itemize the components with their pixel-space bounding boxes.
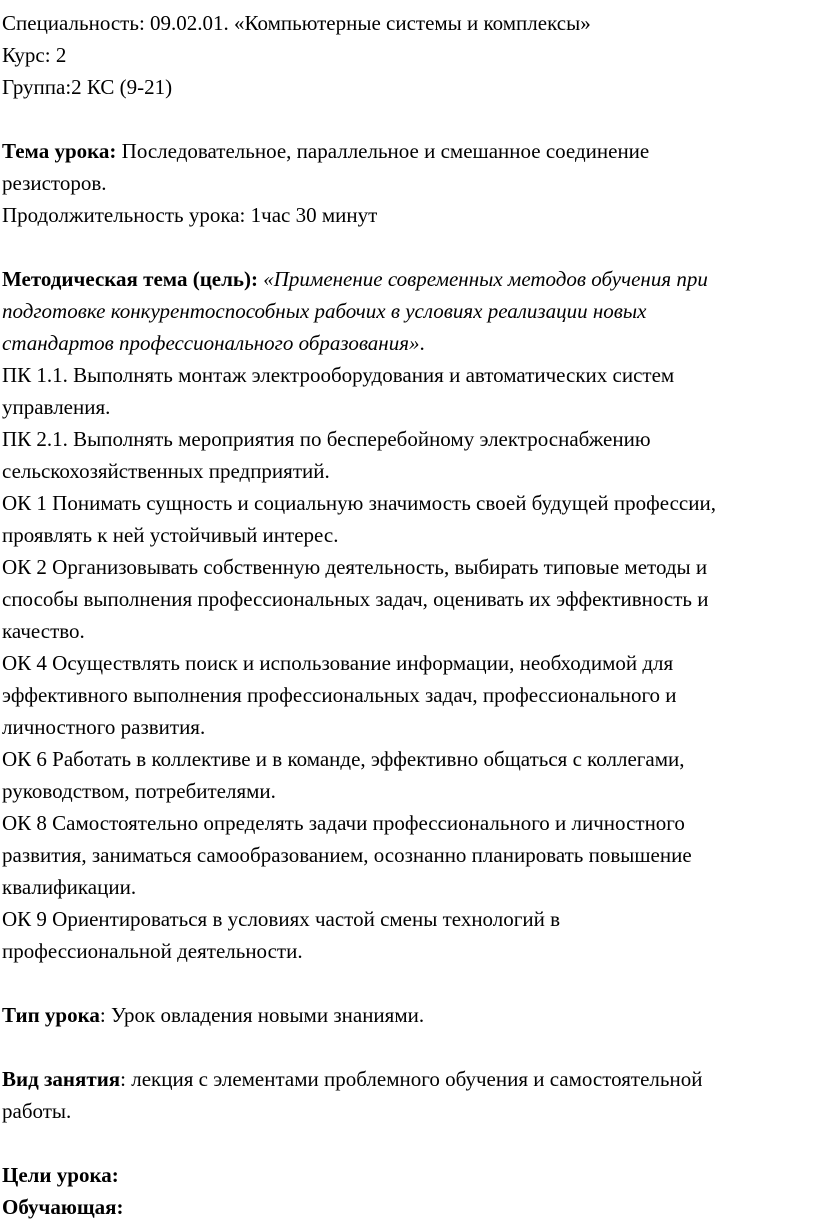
spacer: [2, 1127, 816, 1159]
competency-item: ОК 4 Осуществлять поиск и использование информации, необходимой для эффективного выполнения профессиональных задач, профессионального и личностного развития.: [2, 651, 677, 739]
spacer: [2, 967, 816, 999]
competency-item: ПК 1.1. Выполнять монтаж электрооборудования и автоматических систем управления.: [2, 363, 675, 419]
topic-line-continued: резисторов.: [2, 171, 107, 195]
activity-type-line-continued: работы.: [2, 1099, 72, 1123]
competency-item: ПК 2.1. Выполнять мероприятия по бесперебойному электроснабжению сельскохозяйственных предприятий.: [2, 427, 651, 483]
goals-subheading: Обучающая:: [2, 1195, 124, 1219]
activity-type-text: : лекция с элементами проблемного обучения и самостоятельной: [120, 1067, 703, 1091]
topic-text: Последовательное, параллельное и смешанное соединение: [116, 139, 650, 163]
method-line-end: стандартов профессионального образования».: [2, 331, 425, 355]
group-line: Группа:2 КС (9-21): [2, 75, 173, 99]
spacer: [2, 231, 816, 263]
lesson-type-text: : Урок овладения новыми знаниями.: [99, 1003, 425, 1027]
method-label: Методическая тема (цель):: [2, 267, 258, 291]
competency-item: ОК 2 Организовывать собственную деятельность, выбирать типовые методы и способы выполнения профессиональных задач, оценивать их эффективность и качество.: [2, 555, 709, 643]
goals-heading: Цели урока:: [2, 1163, 119, 1187]
competency-item: ОК 9 Ориентироваться в условиях частой смены технологий в профессиональной деятельности.: [2, 907, 561, 963]
topic-label: Тема урока:: [2, 139, 117, 163]
competency-item: ОК 8 Самостоятельно определять задачи профессионального и личностного развития, заниматься самообразованием, осознанно планировать повышение квалификации.: [2, 811, 692, 899]
method-text: «Применение современных методов обучения при: [258, 267, 708, 291]
lesson-type-line: [2, 999, 816, 1031]
method-line: [2, 263, 816, 295]
competency-list: [2, 359, 816, 967]
spacer: [2, 1031, 816, 1063]
duration-line: Продолжительность урока: 1час 30 минут: [2, 203, 378, 227]
specialty-line: Специальность: 09.02.01. «Компьютерные системы и комплексы»: [2, 11, 591, 35]
course-line: Курс: 2: [2, 43, 67, 67]
lesson-type-label: Тип урока: [2, 1003, 100, 1027]
spacer: [2, 103, 816, 135]
method-line-continued: подготовке конкурентоспособных рабочих в условиях реализации новых: [2, 299, 647, 323]
topic-line: [2, 135, 816, 167]
activity-type-line: [2, 1063, 816, 1095]
competency-item: ОК 1 Понимать сущность и социальную значимость своей будущей профессии, проявлять к ней устойчивый интерес.: [2, 491, 716, 547]
activity-type-label: Вид занятия: [2, 1067, 121, 1091]
competency-item: ОК 6 Работать в коллективе и в команде, эффективно общаться с коллегами, руководством, потребителями.: [2, 747, 685, 803]
